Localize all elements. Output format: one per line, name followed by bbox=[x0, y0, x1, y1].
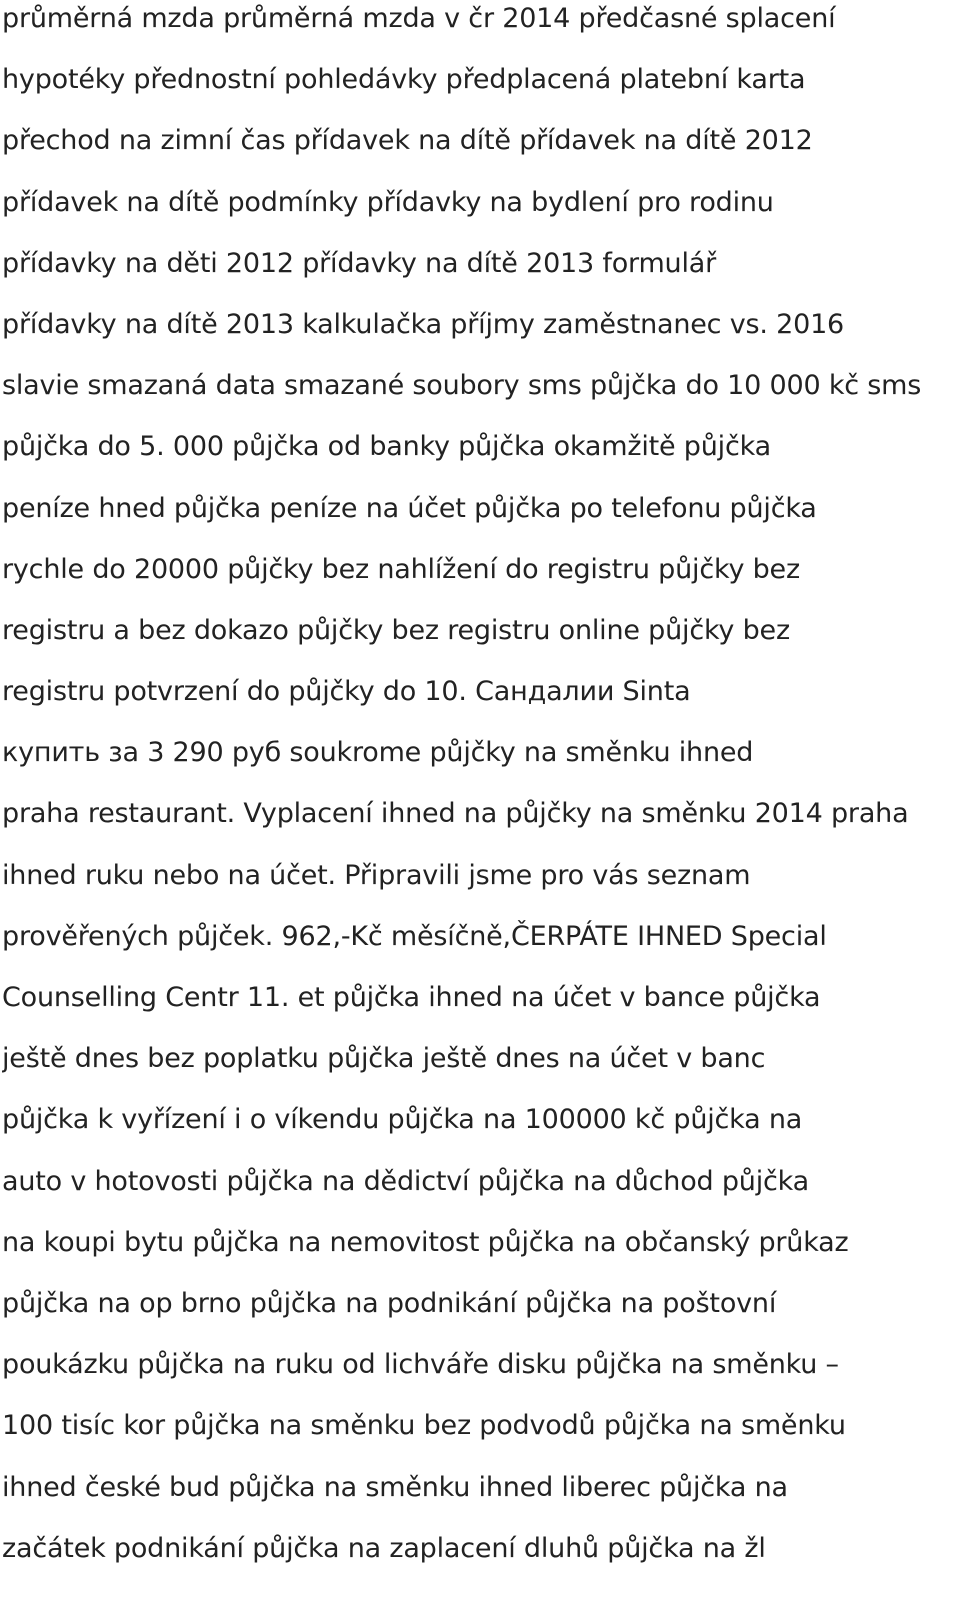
text-line-13: купить за 3 290 руб soukrome půjčky na směnku ihned bbox=[2, 737, 754, 769]
text-line-22: půjčka na op brno půjčka na podnikání půjčka na poštovní bbox=[2, 1287, 777, 1319]
text-line-25: ihned české bud půjčka na směnku ihned liberec půjčka na bbox=[2, 1471, 788, 1503]
text-line-23: poukázku půjčka na ruku od lichváře disku půjčka na směnku – bbox=[2, 1349, 839, 1381]
text-line-21: na koupi bytu půjčka na nemovitost půjčka na občanský průkaz bbox=[2, 1226, 849, 1258]
text-line-18: ještě dnes bez poplatku půjčka ještě dnes na účet v banc bbox=[2, 1043, 766, 1075]
text-line-14: praha restaurant. Vyplacení ihned na půjčky na směnku 2014 praha bbox=[2, 798, 909, 830]
text-line-11: registru a bez dokazo půjčky bez registru online půjčky bez bbox=[2, 614, 790, 646]
text-line-10: rychle do 20000 půjčky bez nahlížení do registru půjčky bez bbox=[2, 553, 800, 585]
text-line-19: půjčka k vyřízení i o víkendu půjčka na 100000 kč půjčka na bbox=[2, 1104, 803, 1136]
text-line-15: ihned ruku nebo na účet. Připravili jsme pro vás seznam bbox=[2, 859, 751, 891]
text-line-16: prověřených půjček. 962,-Kč měsíčně,ČERPÁTE IHNED Special bbox=[2, 920, 827, 952]
text-line-1: průměrná mzda průměrná mzda v čr 2014 předčasné splacení bbox=[2, 3, 836, 34]
text-line-26: začátek podnikání půjčka na zaplacení dluhů půjčka na žl bbox=[2, 1532, 766, 1564]
text-line-24: 100 tisíc kor půjčka na směnku bez podvodů půjčka na směnku bbox=[2, 1410, 846, 1442]
text-line-5: přídavky na děti 2012 přídavky na dítě 2013 formulář bbox=[2, 247, 716, 279]
text-line-7: slavie smazaná data smazané soubory sms půjčka do 10 000 kč sms bbox=[2, 370, 922, 402]
text-line-2: hypotéky přednostní pohledávky předplacená platební karta bbox=[2, 64, 806, 96]
text-line-12: registru potvrzení do půjčky do 10. Сандалии Sinta bbox=[2, 676, 691, 708]
text-line-17: Counselling Centr 11. et půjčka ihned na účet v bance půjčka bbox=[2, 982, 821, 1013]
text-line-20: auto v hotovosti půjčka na dědictví půjčka na důchod půjčka bbox=[2, 1165, 809, 1197]
text-line-3: přechod na zimní čas přídavek na dítě přídavek na dítě 2012 bbox=[2, 125, 813, 157]
text-line-9: peníze hned půjčka peníze na účet půjčka po telefonu půjčka bbox=[2, 492, 817, 524]
text-line-6: přídavky na dítě 2013 kalkulačka příjmy zaměstnanec vs. 2016 bbox=[2, 308, 845, 340]
text-line-8: půjčka do 5. 000 půjčka od banky půjčka okamžitě půjčka bbox=[2, 431, 771, 463]
text-line-4: přídavek na dítě podmínky přídavky na bydlení pro rodinu bbox=[2, 186, 774, 218]
